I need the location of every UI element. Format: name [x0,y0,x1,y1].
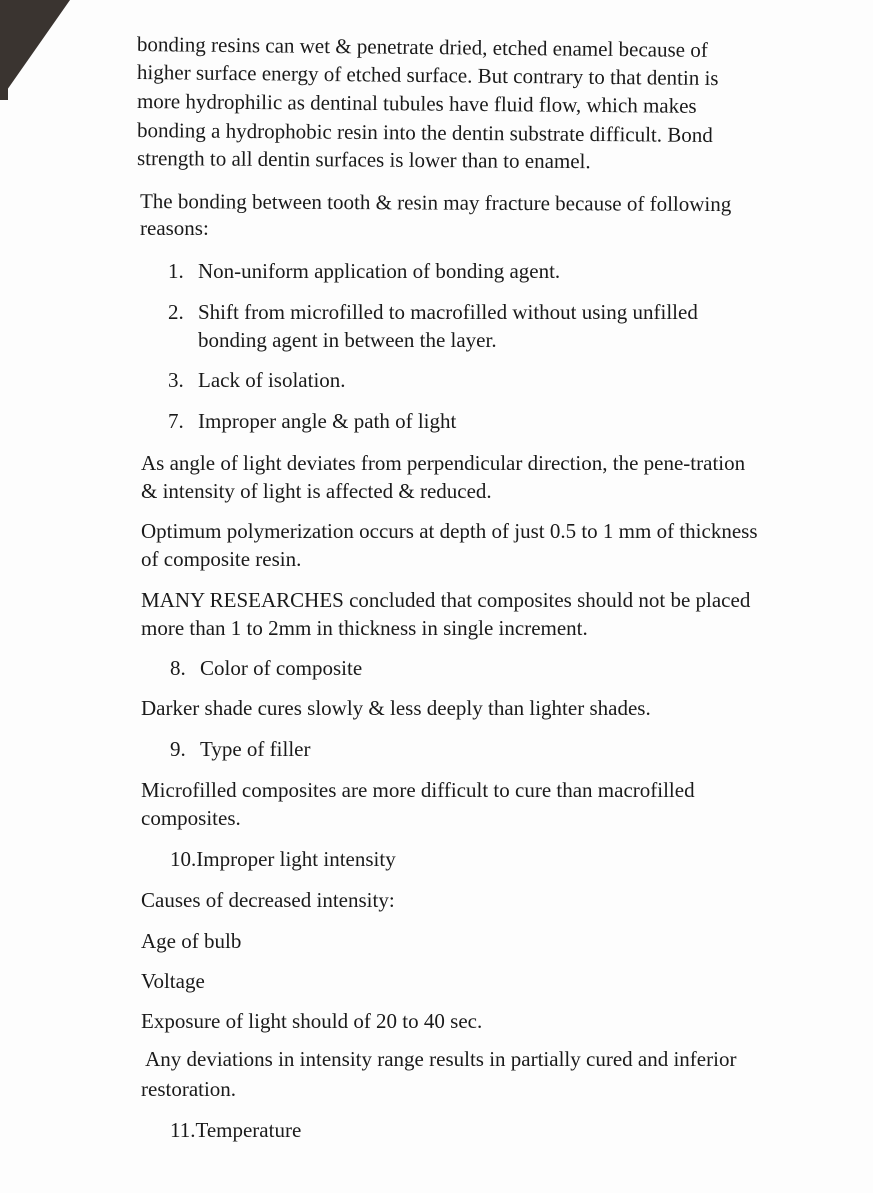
paragraph-1-line-4: bonding a hydrophobic resin into the dentin substrate difficult. Bond [136,118,713,148]
cause-age-of-bulb: Age of bulb [141,929,242,953]
paragraph-8-line-2: restoration. [141,1077,237,1101]
list-item-9-number: 9. [170,737,186,761]
list-item-8 [170,654,362,682]
list-item-11: 11.Temperature [170,1118,302,1142]
paragraph-3-line-1: As angle of light deviates from perpendicular direction, the pene-tration [141,451,746,475]
paragraph-5-line-1: MANY RESEARCHES concluded that composites should not be placed [141,588,751,612]
list-item-3-text: Lack of isolation. [198,368,346,392]
cause-voltage: Voltage [141,969,205,993]
list-item-2-text-line-2: bonding agent in between the layer. [198,328,497,352]
paragraph-4-line-1: Optimum polymerization occurs at depth of just 0.5 to 1 mm of thickness [141,519,758,543]
paragraph-1-line-5: strength to all dentin surfaces is lower than to enamel. [136,146,591,174]
list-item-10: 10.Improper light intensity [170,847,396,871]
paragraph-6: Darker shade cures slowly & less deeply than lighter shades. [141,696,651,720]
list-item-1 [168,257,560,285]
list-item-7-number: 7. [168,409,184,433]
list-item-2-number: 2. [168,300,184,324]
paragraph-8-line-1: Any deviations in intensity range results in partially cured and inferior [141,1047,737,1071]
list-item-7-text: Improper angle & path of light [198,409,457,433]
paragraph-4-line-2: of composite resin. [141,547,302,571]
list-item-9 [170,735,311,763]
list-item-9-text: Type of filler [200,737,311,761]
list-item-3 [168,366,346,394]
list-item-1-text: Non-uniform application of bonding agent. [198,259,561,283]
paragraph-1-line-3: more hydrophilic as dentinal tubules have fluid flow, which makes [136,89,697,118]
paragraph-3-line-2: & intensity of light is affected & reduced. [141,479,492,503]
paragraph-5-line-2: more than 1 to 2mm in thickness in single increment. [141,616,588,640]
list-item-1-number: 1. [168,259,184,283]
list-item-7 [168,407,456,435]
page-edge-shadow [0,0,8,100]
paragraph-2-line-2: reasons: [140,216,209,240]
list-item-8-number: 8. [170,656,186,680]
causes-heading: Causes of decreased intensity: [141,888,395,912]
page-corner-shadow [0,0,70,100]
paragraph-2-line-1: The bonding between tooth & resin may fracture because of following [139,189,732,217]
exposure-text: Exposure of light should of 20 to 40 sec. [141,1009,483,1033]
paragraph-1-line-2: higher surface energy of etched surface. But contrary to that dentin is [136,60,719,91]
paragraph-1-line-1: bonding resins can wet & penetrate dried, etched enamel because of [136,32,708,62]
list-item-8-text: Color of composite [200,656,363,680]
list-item-3-number: 3. [168,368,184,392]
list-item-2 [168,298,698,326]
paragraph-7-line-1: Microfilled composites are more difficult to cure than macrofilled [141,778,695,802]
paragraph-7-line-2: composites. [141,806,241,830]
list-item-2-text-line-1: Shift from microfilled to macrofilled without using unfilled [198,300,698,324]
